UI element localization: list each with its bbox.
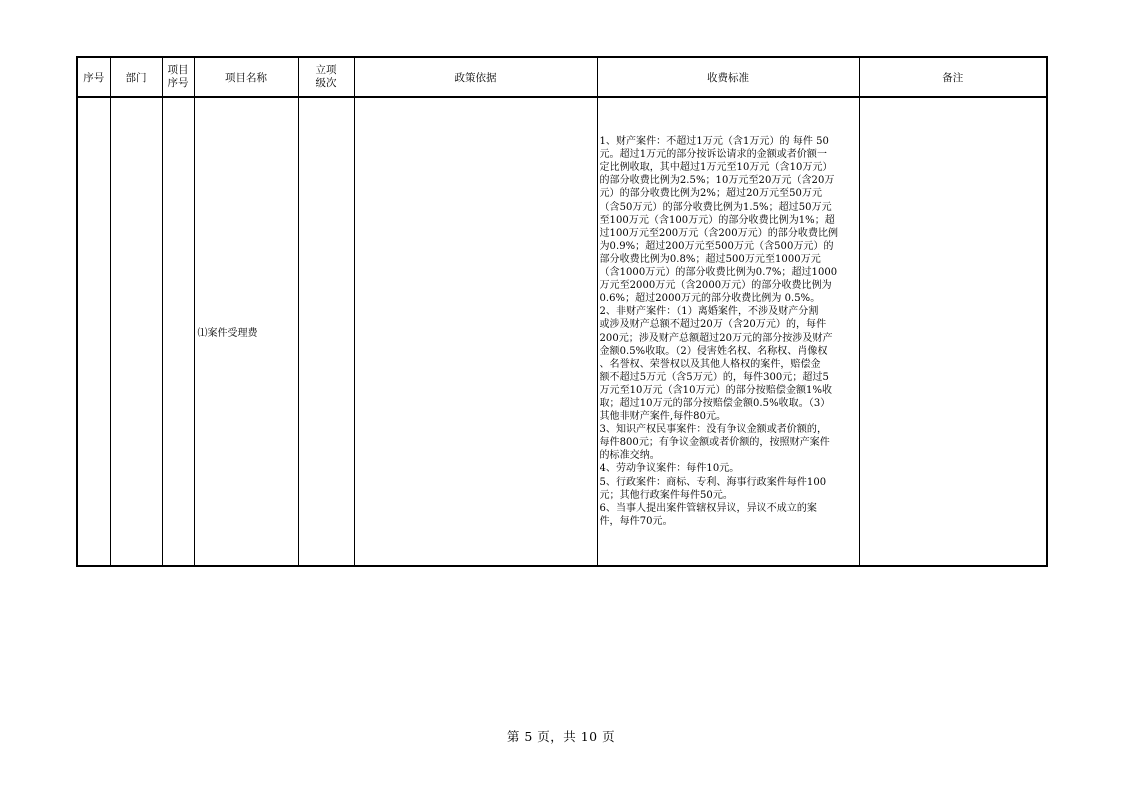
header-department: 部门 bbox=[110, 57, 162, 97]
fee-standard-line: 金额0.5%收取。（2）侵害姓名权、名称权、肖像权 bbox=[599, 345, 828, 357]
fee-standard-line: 取；超过10万元的部分按赔偿金额0.5%收取。（3） bbox=[599, 397, 831, 409]
cell-remarks bbox=[859, 97, 1047, 566]
cell-fee-standard bbox=[597, 97, 859, 566]
fee-standard-line: 元。超过1万元的部分按诉讼请求的金额或者价额一 bbox=[599, 149, 828, 161]
fee-standard-line: （含50万元）的部分收费比例为1.5%；超过50万元 bbox=[599, 201, 832, 213]
fee-standard-line: 元；其他行政案件每件50元。 bbox=[599, 489, 733, 501]
cell-item-serial bbox=[162, 97, 194, 566]
fee-standard-line: 的部分收费比例为2.5%；10万元至20万元（含20万 bbox=[599, 175, 835, 187]
header-level-line2: 级次 bbox=[315, 77, 337, 89]
fee-standard-line: 定比例收取，其中超过1万元至10万元（含10万元） bbox=[599, 162, 833, 174]
fee-standard-line: 4、劳动争议案件：每件10元。 bbox=[599, 463, 740, 475]
fee-standard-line: 6、当事人提出案件管辖权异议，异议不成立的案 bbox=[599, 502, 817, 514]
fee-standard-line: 或涉及财产总额不超过20万（含20万元）的，每件 bbox=[599, 319, 827, 331]
fee-standard-line: 其他非财产案件,每件80元。 bbox=[599, 411, 727, 423]
fee-standard-line: 为0.9%；超过200万元至500万元（含500万元）的 bbox=[599, 240, 834, 252]
fee-standard-line: 3、知识产权民事案件：没有争议金额或者价额的， bbox=[599, 424, 828, 436]
header-policy-basis: 政策依据 bbox=[354, 57, 597, 97]
cell-serial-no bbox=[77, 97, 110, 566]
header-level bbox=[298, 57, 354, 97]
header-serial-no: 序号 bbox=[77, 57, 110, 97]
header-item-serial-line2: 序号 bbox=[167, 77, 189, 89]
cell-department bbox=[110, 97, 162, 566]
fee-standard-line: 至100万元（含100万元）的部分收费比例为1%；超 bbox=[599, 214, 835, 226]
header-remarks: 备注 bbox=[859, 57, 1047, 97]
header-level-line1: 立项 bbox=[315, 64, 337, 76]
header-item-serial-line1: 项目 bbox=[167, 64, 189, 76]
fee-standard-line: 万元至2000万元（含2000万元）的部分收费比例为 bbox=[599, 280, 832, 292]
fee-standard-line: 额不超过5万元（含5万元）的，每件300元；超过5 bbox=[599, 371, 829, 383]
fee-standard-line: 1、财产案件：不超过1万元（含1万元）的 每件 50 bbox=[599, 136, 829, 148]
table-row bbox=[77, 97, 1047, 566]
cell-policy-basis bbox=[354, 97, 597, 566]
page-footer: 第 5 页，共 10 页 bbox=[506, 729, 616, 744]
fee-standard-line: 件，每件70元。 bbox=[599, 515, 673, 527]
cell-level bbox=[298, 97, 354, 566]
fee-standard-line: 0.6%；超过2000万元的部分收费比例为 0.5%。 bbox=[599, 293, 821, 305]
fee-standard-line: 2、非财产案件：（1）离婚案件，不涉及财产分割 bbox=[599, 306, 819, 318]
fee-standard-line: 部分收费比例为0.8%；超过500万元至1000万元 bbox=[599, 253, 821, 265]
header-fee-standard: 收费标准 bbox=[597, 57, 859, 97]
fee-standard-line: （含1000万元）的部分收费比例为0.7%；超过1000 bbox=[599, 267, 838, 279]
fee-standard-line: 5、行政案件：商标、专利、海事行政案件每件100 bbox=[599, 476, 827, 488]
header-item-serial bbox=[162, 57, 194, 97]
fee-standard-line: 万元至10万元（含10万元）的部分按赔偿金额1%收 bbox=[599, 384, 833, 396]
header-row bbox=[77, 57, 1047, 97]
header-item-name: 项目名称 bbox=[194, 57, 298, 97]
fee-table bbox=[76, 56, 1048, 567]
fee-standard-line: 元）的部分收费比例为2%；超过20万元至50万元 bbox=[599, 188, 823, 200]
fee-standard-line: 每件800元；有争议金额或者价额的，按照财产案件 bbox=[599, 437, 830, 449]
fee-standard-line: 200元；涉及财产总额超过20万元的部分按涉及财产 bbox=[599, 332, 833, 344]
fee-standard-line: 、名誉权、荣誉权以及其他人格权的案件，赔偿金 bbox=[599, 358, 821, 370]
fee-standard-line: 过100万元至200万元（含200万元）的部分收费比例 bbox=[599, 227, 839, 239]
cell-item-name: ⑴案件受理费 bbox=[194, 97, 298, 566]
fee-standard-line: 的标准交纳。 bbox=[599, 450, 660, 462]
